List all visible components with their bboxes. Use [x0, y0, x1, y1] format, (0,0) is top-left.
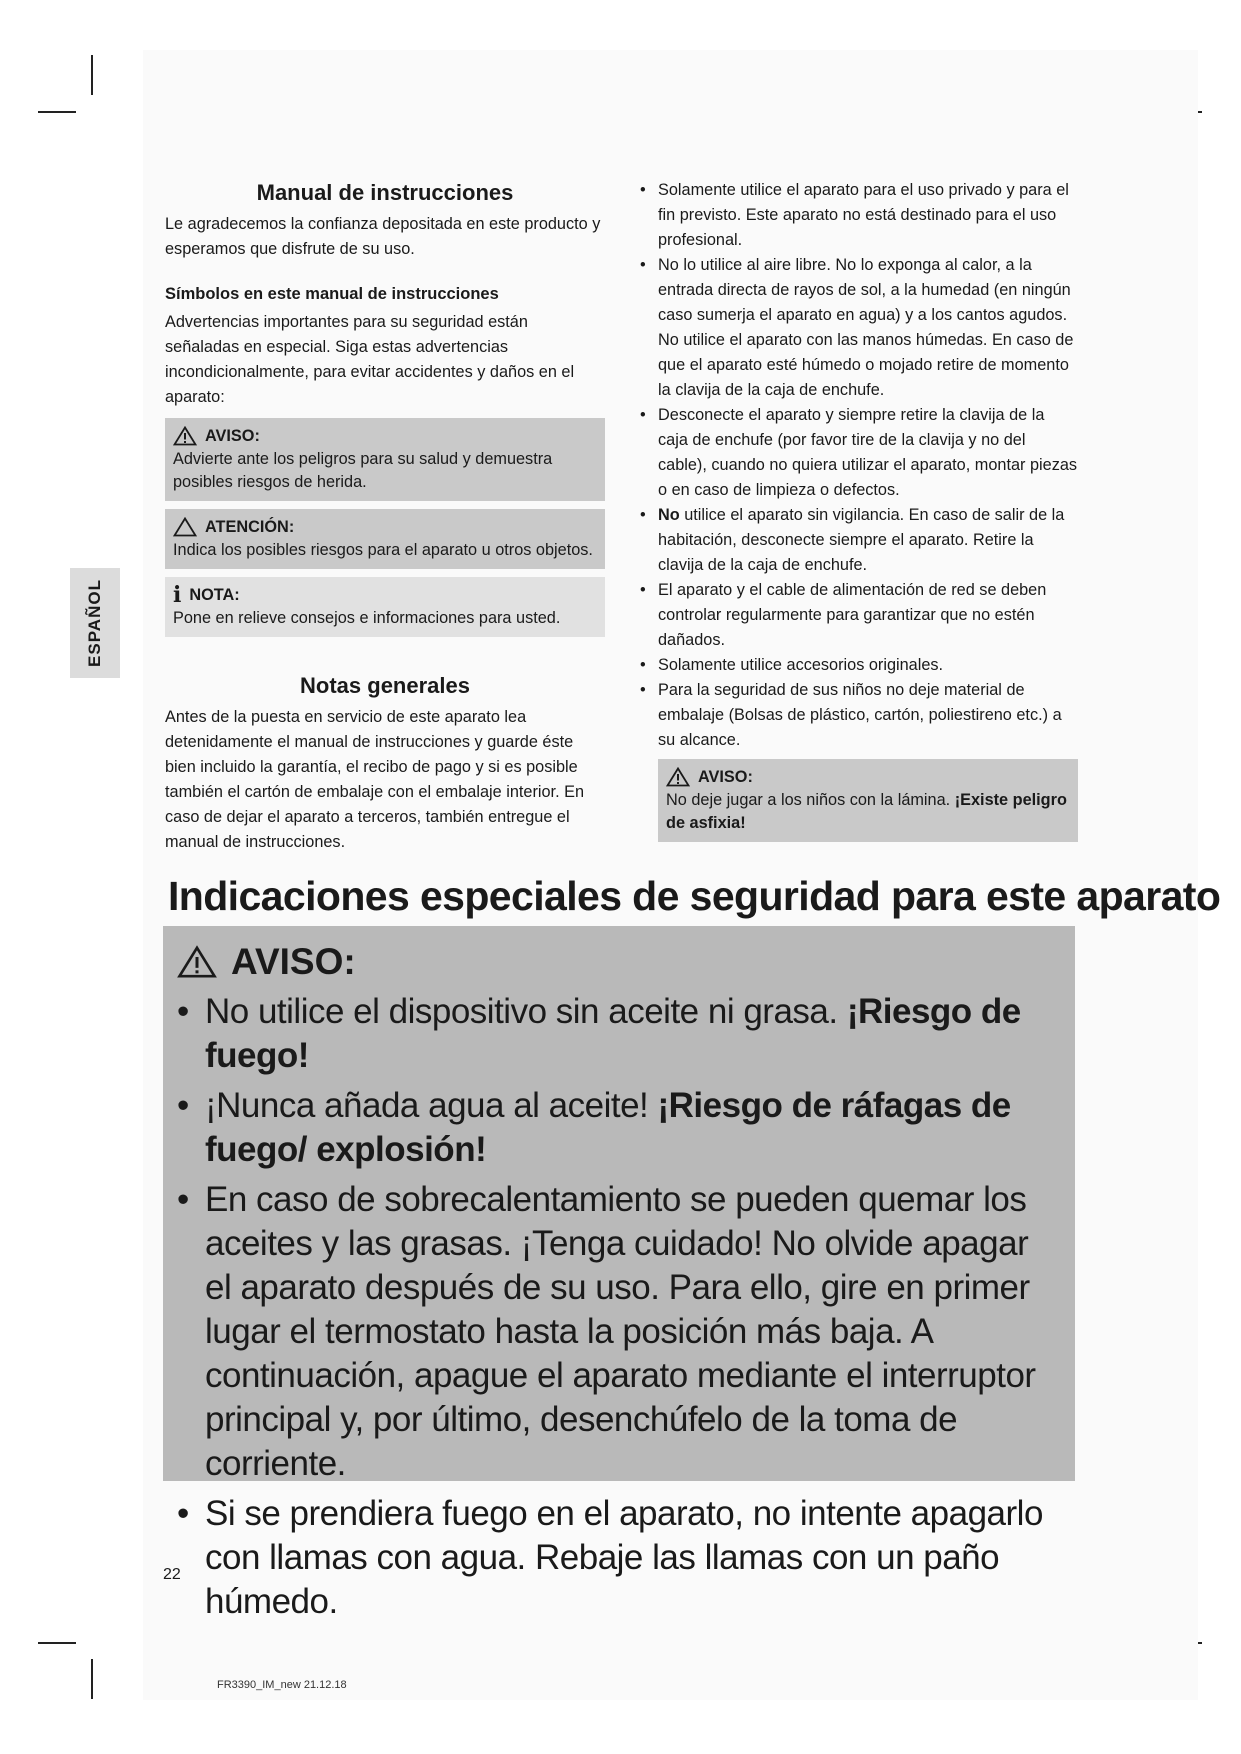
nota-box [165, 577, 605, 637]
list-item: • Desconecte el aparato y siempre retire la clavija de la caja de enchufe (por favor tire de la clavija y no del cable), cuando no quiera utilizar el aparato, montar piezas o en caso de limpieza o defectos. [638, 403, 1078, 503]
aviso-box [165, 418, 605, 501]
list-item [638, 503, 1078, 578]
list-item: • Solamente utilice accesorios originales. [638, 653, 1078, 678]
warning-triangle-icon [173, 426, 197, 446]
intro-text: Le agradecemos la confianza depositada en este producto y esperamos que disfrute de su uso. [165, 215, 601, 258]
list-item [177, 990, 1057, 1078]
symbols-heading: Símbolos en este manual de instrucciones [165, 285, 499, 303]
general-notes-text: Antes de la puesta en servicio de este aparato lea detenidamente el manual de instrucciones y guarde éste bien incluido la garantía, el recibo de pago y si es posible también el cartón de embalaje con el embalaje interior. En caso de dejar el aparato a terceros, también entregue el manual de instrucciones. [165, 708, 585, 851]
list-item: • En caso de sobrecalentamiento se pueden quemar los aceites y las grasas. ¡Tenga cuidado! No olvide apagar el aparato después de su uso. Para ello, gire en primer lugar el termostato hasta la posición más baja. A continuación, apague el aparato mediante el interruptor principal y, por último, desenchúfelo de la toma de corriente. [177, 1178, 1057, 1486]
aviso-title: AVISO: [205, 427, 260, 445]
list-item-text: ¡Nunca añada agua al aceite! [205, 1086, 658, 1125]
list-item-text: utilice el aparato sin vigilancia. En caso de salir de la habitación, desconecte siempre el aparato. Retire la clavija de la caja de enchufe. [658, 506, 1065, 574]
list-item: • El aparato y el cable de alimentación de red se deben controlar regularmente para garantizar que no estén dañados. [638, 578, 1078, 653]
print-footer: FR3390_IM_new 21.12.18 [217, 1679, 347, 1691]
aviso-text [666, 789, 1070, 835]
nota-text: Pone en relieve consejos e informaciones para usted. [173, 609, 561, 627]
special-safety-list [177, 990, 1057, 1624]
crop-mark [38, 111, 76, 113]
manual-title: Manual de instrucciones [256, 180, 514, 205]
safety-list [638, 178, 1078, 753]
list-item-bold: ¡Riesgo de fuego! [205, 992, 1021, 1075]
aviso-text-normal: No deje jugar a los niños con la lámina. [666, 791, 955, 809]
left-column [165, 178, 605, 855]
language-tab [70, 568, 120, 678]
nota-title: NOTA: [189, 586, 240, 604]
aviso-title: AVISO: [698, 768, 753, 786]
list-item: • Solamente utilice el aparato para el uso privado y para el fin previsto. Este aparato no está destinado para el uso profesional. [638, 178, 1078, 253]
language-tab-label: ESPAÑOL [85, 579, 104, 667]
list-item-bold: ¡Riesgo de ráfagas de fuego/ explosión! [205, 1086, 1011, 1169]
list-item-text: No utilice el dispositivo sin aceite ni grasa. [205, 992, 847, 1031]
crop-mark [91, 55, 93, 95]
list-item: • No lo utilice al aire libre. No lo exponga al calor, a la entrada directa de rayos de sol, a la humedad (en ningún caso sumerja el aparato en agua) y a los cantos agudos. No utilice el aparato con las manos húmedas. En caso de que el aparato esté húmedo o mojado retire de momento la clavija de la caja de enchufe. [638, 253, 1078, 403]
list-item: • Si se prendiera fuego en el aparato, no intente apagarlo con llamas con agua. Rebaje las llamas con un paño húmedo. [177, 1492, 1057, 1624]
crop-mark [38, 1642, 76, 1644]
bold-no: No [658, 506, 680, 524]
atencion-text: Indica los posibles riesgos para el aparato u otros objetos. [173, 541, 593, 559]
warning-triangle-icon [177, 945, 217, 979]
aviso-text: Advierte ante los peligros para su salud y demuestra posibles riesgos de herida. [173, 450, 553, 491]
atencion-title: ATENCIÓN: [205, 518, 295, 536]
warning-triangle-icon [173, 517, 197, 537]
special-safety-title: Indicaciones especiales de seguridad para este aparato [168, 873, 1221, 919]
list-item: • Para la seguridad de sus niños no deje material de embalaje (Bolsas de plástico, cartón, poliestireno etc.) a su alcance. [638, 678, 1078, 753]
warning-triangle-icon [666, 767, 690, 787]
symbols-text: Advertencias importantes para su seguridad están señaladas en especial. Siga estas advertencias incondicionalmente, para evitar accidentes y daños en el aparato: [165, 313, 575, 406]
special-aviso-title: AVISO: [231, 941, 356, 982]
aviso-text-bold: ¡Existe peligro de asfixia! [666, 791, 1067, 832]
crop-mark [91, 1659, 93, 1699]
right-column [638, 178, 1078, 842]
list-item [177, 1084, 1057, 1172]
info-icon: i [173, 582, 182, 608]
atencion-box [165, 509, 605, 569]
page-number: 22 [163, 1566, 181, 1583]
aviso-box-children [658, 759, 1078, 842]
general-notes-title: Notas generales [300, 673, 470, 698]
